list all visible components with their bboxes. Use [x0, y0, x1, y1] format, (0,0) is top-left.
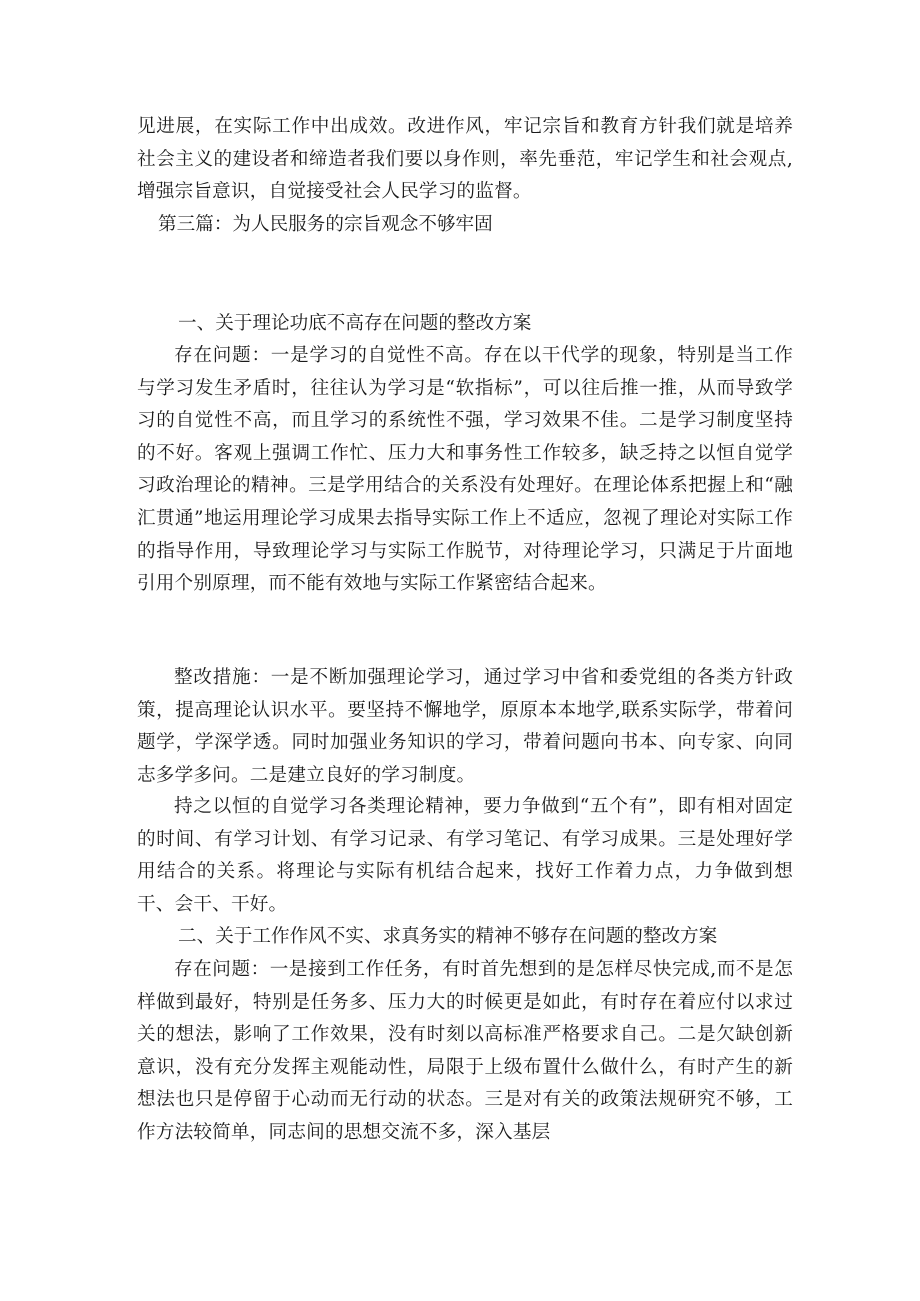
section-heading-1: 一、关于理论功底不高存在问题的整改方案 [178, 313, 532, 334]
chapter-title: 第三篇：为人民服务的宗旨观念不够牢固 [158, 214, 493, 235]
paragraph-persistent-study: 持之以恒的自觉学习各类理论精神，要力争做到“五个有”，即有相对固定的时间、有学习计划、有学习记录、有学习笔记、有学习成果。三是处理好学用结合的关系。将理论与实际有机结合起来，找好工作着力点，力争做到想干、会干、干好。 [137, 796, 793, 915]
paragraph-rectification-measures: 整改措施：一是不断加强理论学习，通过学习中省和委党组的各类方针政策，提高理论认识水平。要坚持不懈地学，原原本本地学,联系实际学，带着问题学，学深学透。同时加强业务知识的学习，带着问题向书本、向专家、向同志多学多问。二是建立良好的学习制度。 [137, 667, 793, 786]
paragraph-existing-problems-2: 存在问题：一是接到工作任务，有时首先想到的是怎样尽快完成,而不是怎样做到最好，特别是任务多、压力大的时候更是如此，有时存在着应付以求过关的想法，影响了工作效果，没有时刻以高标准严格要求自己。二是欠缺创新意识，没有充分发挥主观能动性，局限于上级布置什么做什么，有时产生的新想法也只是停留于心动而无行动的状态。三是对有关的政策法规研究不够，工作方法较简单，同志间的思想交流不多，深入基层 [137, 959, 793, 1143]
section-heading-2: 二、关于工作作风不实、求真务实的精神不够存在问题的整改方案 [178, 926, 718, 947]
paragraph-existing-problems-1: 存在问题：一是学习的自觉性不高。存在以干代学的现象，特别是当工作与学习发生矛盾时，往往认为学习是“软指标”，可以往后推一推，从而导致学习的自觉性不高，而且学习的系统性不强，学习效果不佳。二是学习制度坚持的不好。客观上强调工作忙、压力大和事务性工作较多，缺乏持之以恒自觉学习政治理论的精神。三是学用结合的关系没有处理好。在理论体系把握上和“融汇贯通”地运用理论学习成果去指导实际工作上不适应，忽视了理论对实际工作的指导作用，导致理论学习与实际工作脱节，对待理论学习，只满足于片面地引用个别原理，而不能有效地与实际工作紧密结合起来。 [137, 345, 793, 595]
paragraph-continuation: 见进展，在实际工作中出成效。改进作风，牢记宗旨和教育方针我们就是培养社会主义的建设者和缔造者我们要以身作则，率先垂范，牢记学生和社会观点,增强宗旨意识，自觉接受社会人民学习的监督。 [137, 116, 793, 203]
